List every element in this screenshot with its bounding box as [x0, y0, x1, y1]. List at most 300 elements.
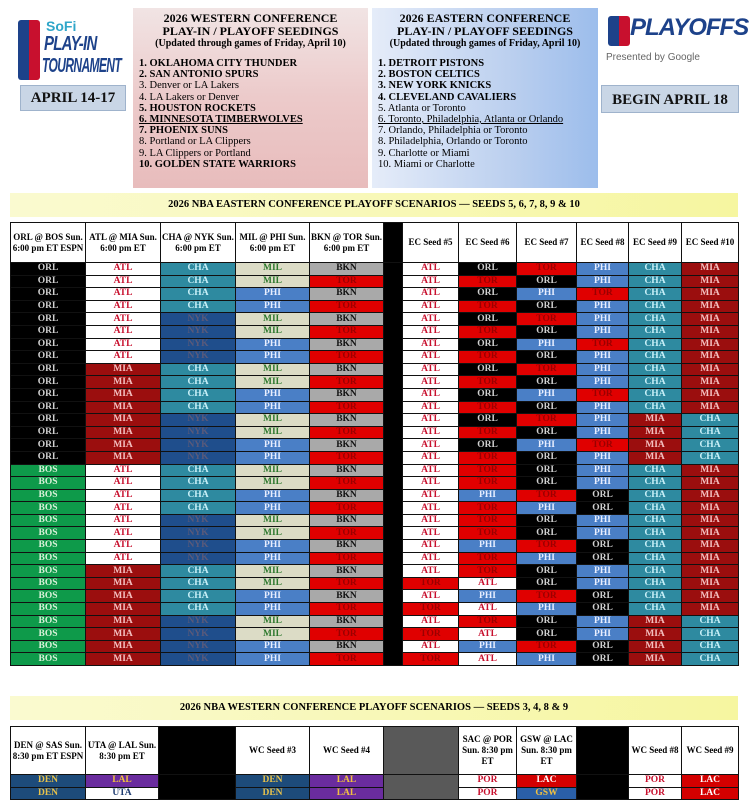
team-cell: MIA [629, 640, 682, 653]
team-cell: TOR [577, 288, 629, 301]
team-cell: ORL [11, 376, 86, 389]
team-cell: MIL [236, 565, 310, 578]
team-cell: NYK [161, 351, 236, 364]
team-cell: BKN [310, 338, 384, 351]
team-cell: PHI [577, 401, 629, 414]
team-cell: ORL [517, 376, 577, 389]
team-cell: MIA [86, 414, 161, 427]
team-cell: NYK [161, 325, 236, 338]
seeding-item: 9. Charlotte or Miami [378, 147, 470, 159]
team-cell: PHI [577, 451, 629, 464]
team-cell: CHA [161, 275, 236, 288]
team-cell: ATL [403, 401, 459, 414]
scenario-row [11, 325, 739, 338]
column-header: DEN @ SAS Sun. 8:30 pm ET ESPN [11, 727, 86, 775]
team-cell: ORL [11, 414, 86, 427]
team-cell: ORL [459, 388, 517, 401]
seeding-item: 5. Atlanta or Toronto [378, 102, 466, 114]
team-cell: ORL [517, 477, 577, 490]
scenario-row [11, 338, 739, 351]
team-cell: PHI [236, 552, 310, 565]
seeding-item: 8. Portland or LA Clippers [139, 136, 251, 148]
team-cell: MIL [236, 514, 310, 527]
team-cell: BOS [11, 552, 86, 565]
play-in-dates: APRIL 14-17 [20, 85, 126, 111]
team-cell: ATL [86, 502, 161, 515]
scenario-row [11, 615, 739, 628]
team-cell: PHI [577, 565, 629, 578]
playoffs-presenter: Presented by Google [606, 52, 700, 63]
team-cell: PHI [577, 615, 629, 628]
team-cell: ORL [11, 300, 86, 313]
scenario-row [11, 275, 739, 288]
team-cell: TOR [459, 376, 517, 389]
team-cell: ORL [517, 628, 577, 641]
team-cell: NYK [161, 514, 236, 527]
team-cell: ATL [86, 514, 161, 527]
team-cell: MIA [682, 338, 739, 351]
team-cell: CHA [629, 313, 682, 326]
spacer-column [384, 223, 403, 263]
team-cell: TOR [517, 414, 577, 427]
team-cell: ORL [517, 577, 577, 590]
team-cell: MIA [682, 577, 739, 590]
seeding-item: 6. Toronto, Philadelphia, Atlanta or Orlando [378, 114, 564, 126]
team-cell: TOR [517, 263, 577, 276]
scenario-row [11, 263, 739, 276]
team-cell: PHI [517, 502, 577, 515]
team-cell: MIA [629, 439, 682, 452]
team-cell: PHI [577, 514, 629, 527]
team-cell: ORL [517, 275, 577, 288]
team-cell: CHA [629, 275, 682, 288]
team-cell: CHA [161, 577, 236, 590]
team-cell: MIL [236, 527, 310, 540]
team-cell: ATL [86, 325, 161, 338]
team-cell: CHA [682, 451, 739, 464]
team-cell: BOS [11, 540, 86, 553]
team-cell: TOR [310, 275, 384, 288]
team-cell: ATL [86, 527, 161, 540]
team-cell: TOR [310, 426, 384, 439]
team-cell: TOR [310, 401, 384, 414]
team-cell: MIL [236, 464, 310, 477]
team-cell: TOR [517, 489, 577, 502]
team-cell: MIA [86, 401, 161, 414]
team-cell: ORL [11, 325, 86, 338]
team-cell: ATL [403, 565, 459, 578]
team-cell: PHI [517, 288, 577, 301]
team-cell: TOR [310, 653, 384, 666]
team-cell: BOS [11, 502, 86, 515]
scenario-row [11, 464, 739, 477]
team-cell: CHA [629, 288, 682, 301]
team-cell: MIL [236, 263, 310, 276]
team-cell: ATL [86, 540, 161, 553]
team-cell: BKN [310, 388, 384, 401]
team-cell: ORL [11, 363, 86, 376]
column-header: WC Seed #8 [629, 727, 682, 775]
team-cell: PHI [577, 351, 629, 364]
team-cell: ORL [577, 489, 629, 502]
team-cell: PHI [236, 401, 310, 414]
team-cell: CHA [161, 363, 236, 376]
team-cell: ATL [459, 628, 517, 641]
team-cell: CHA [161, 502, 236, 515]
team-cell: CHA [629, 388, 682, 401]
seeding-item: 2. BOSTON CELTICS [378, 69, 480, 81]
team-cell: MIA [682, 401, 739, 414]
team-cell: POR [629, 787, 682, 800]
team-cell: MIA [86, 426, 161, 439]
team-cell: ATL [403, 502, 459, 515]
team-cell: TOR [459, 351, 517, 364]
team-cell: ATL [459, 577, 517, 590]
seeding-item: 7. PHOENIX SUNS [139, 125, 228, 137]
team-cell: ATL [403, 540, 459, 553]
team-cell: CHA [629, 325, 682, 338]
team-cell: MIL [236, 426, 310, 439]
play-in-title: PLAY-IN [44, 33, 97, 55]
team-cell: ORL [517, 615, 577, 628]
team-cell: NYK [161, 439, 236, 452]
team-cell: MIA [86, 603, 161, 616]
column-header: WC Seed #4 [310, 727, 384, 775]
team-cell: PHI [517, 338, 577, 351]
column-header: UTA @ LAL Sun. 8:30 pm ET [86, 727, 159, 775]
seeding-item: 3. NEW YORK KNICKS [378, 80, 492, 92]
team-cell: PHI [459, 489, 517, 502]
scenario-row [11, 489, 739, 502]
team-cell: CHA [629, 401, 682, 414]
scenario-row [11, 439, 739, 452]
team-cell: ORL [11, 351, 86, 364]
team-cell: TOR [459, 502, 517, 515]
team-cell: ATL [403, 414, 459, 427]
team-cell: PHI [577, 464, 629, 477]
column-header: CHA @ NYK Sun. 6:00 pm ET [161, 223, 236, 263]
team-cell: BOS [11, 464, 86, 477]
team-cell: PHI [517, 653, 577, 666]
team-cell: PHI [236, 502, 310, 515]
team-cell: TOR [310, 552, 384, 565]
team-cell: MIA [682, 527, 739, 540]
team-cell: LAC [682, 775, 739, 788]
team-cell: TOR [310, 502, 384, 515]
team-cell: MIA [86, 376, 161, 389]
seeding-item: 10. GOLDEN STATE WARRIORS [139, 158, 296, 170]
team-cell: MIA [629, 653, 682, 666]
west-seedings-panel [133, 8, 368, 188]
team-cell: BKN [310, 565, 384, 578]
team-cell: MIA [682, 477, 739, 490]
team-cell: CHA [629, 565, 682, 578]
team-cell: PHI [236, 540, 310, 553]
east-seedings-updated: (Updated through games of Friday, April 10) [389, 38, 581, 49]
team-cell: MIA [629, 628, 682, 641]
team-cell: TOR [459, 426, 517, 439]
team-cell: TOR [403, 628, 459, 641]
team-cell: CHA [629, 540, 682, 553]
scenario-row [11, 552, 739, 565]
team-cell: CHA [682, 653, 739, 666]
team-cell: CHA [161, 565, 236, 578]
nba-logo-icon [18, 20, 40, 80]
team-cell: MIA [86, 615, 161, 628]
team-cell: CHA [629, 477, 682, 490]
column-header: EC Seed #7 [517, 223, 577, 263]
team-cell: ORL [11, 426, 86, 439]
team-cell: MIL [236, 628, 310, 641]
team-cell: CHA [629, 338, 682, 351]
seeding-item: 10. Miami or Charlotte [378, 158, 475, 170]
column-header: EC Seed #5 [403, 223, 459, 263]
team-cell: ATL [86, 477, 161, 490]
team-cell: BOS [11, 477, 86, 490]
team-cell: NYK [161, 615, 236, 628]
team-cell: ATL [403, 527, 459, 540]
team-cell: ORL [517, 464, 577, 477]
scenario-row [11, 451, 739, 464]
scenario-row [11, 363, 739, 376]
seeding-item: 5. HOUSTON ROCKETS [139, 102, 256, 114]
team-cell: CHA [629, 300, 682, 313]
team-cell: ATL [403, 439, 459, 452]
team-cell: ATL [86, 263, 161, 276]
team-cell: TOR [517, 640, 577, 653]
team-cell: TOR [517, 590, 577, 603]
team-cell: ORL [11, 451, 86, 464]
play-in-title: TOURNAMENT [42, 55, 122, 77]
team-cell: TOR [310, 451, 384, 464]
team-cell: NYK [161, 338, 236, 351]
team-cell: PHI [577, 263, 629, 276]
team-cell: ORL [517, 514, 577, 527]
column-header: BKN @ TOR Sun. 6:00 pm ET [310, 223, 384, 263]
east-seedings-title: 2026 EASTERN CONFERENCE [399, 11, 571, 25]
team-cell: TOR [459, 514, 517, 527]
column-header: MIL @ PHI Sun. 6:00 pm ET [236, 223, 310, 263]
team-cell: PHI [517, 603, 577, 616]
team-cell: PHI [236, 640, 310, 653]
team-cell: CHA [629, 502, 682, 515]
team-cell: ATL [403, 426, 459, 439]
team-cell: MIA [682, 351, 739, 364]
team-cell: PHI [236, 288, 310, 301]
team-cell: PHI [236, 489, 310, 502]
team-cell: BOS [11, 615, 86, 628]
team-cell: NYK [161, 640, 236, 653]
team-cell: TOR [459, 464, 517, 477]
team-cell: CHA [629, 363, 682, 376]
team-cell: ORL [577, 552, 629, 565]
team-cell: ATL [403, 464, 459, 477]
team-cell: CHA [629, 590, 682, 603]
team-cell: TOR [310, 325, 384, 338]
spacer-cell [159, 775, 236, 800]
team-cell: TOR [459, 401, 517, 414]
team-cell: CHA [161, 300, 236, 313]
team-cell: MIA [86, 590, 161, 603]
team-cell: CHA [629, 527, 682, 540]
team-cell: MIA [629, 615, 682, 628]
team-cell: MIA [682, 263, 739, 276]
team-cell: MIL [236, 477, 310, 490]
team-cell: MIA [682, 300, 739, 313]
team-cell: CHA [161, 590, 236, 603]
team-cell: MIA [86, 363, 161, 376]
scenario-row [11, 565, 739, 578]
team-cell: ORL [11, 288, 86, 301]
team-cell: PHI [577, 300, 629, 313]
team-cell: MIA [86, 565, 161, 578]
team-cell: PHI [459, 590, 517, 603]
team-cell: POR [459, 787, 517, 800]
scenario-row [11, 590, 739, 603]
east-scenarios-title: 2026 NBA EASTERN CONFERENCE PLAYOFF SCENARIOS — SEEDS 5, 6, 7, 8, 9 & 10 [10, 193, 738, 217]
scenario-row [11, 787, 739, 800]
east-seedings-subtitle: PLAY-IN / PLAYOFF SEEDINGS [397, 24, 573, 38]
scenario-row [11, 477, 739, 490]
team-cell: ATL [403, 300, 459, 313]
west-seedings-subtitle: PLAY-IN / PLAYOFF SEEDINGS [162, 24, 339, 38]
team-cell: PHI [517, 552, 577, 565]
team-cell: BOS [11, 527, 86, 540]
seeding-item: 2. SAN ANTONIO SPURS [139, 69, 259, 81]
team-cell: ATL [459, 603, 517, 616]
team-cell: MIL [236, 363, 310, 376]
team-cell: MIA [86, 439, 161, 452]
scenario-row [11, 653, 739, 666]
seeding-item: 4. CLEVELAND CAVALIERS [378, 91, 517, 103]
team-cell: TOR [310, 577, 384, 590]
column-header: EC Seed #9 [629, 223, 682, 263]
team-cell: PHI [236, 603, 310, 616]
team-cell: NYK [161, 552, 236, 565]
team-cell: MIA [682, 552, 739, 565]
scenario-row [11, 514, 739, 527]
team-cell: CHA [682, 640, 739, 653]
team-cell: ORL [11, 263, 86, 276]
team-cell: NYK [161, 426, 236, 439]
west-scenarios-table [10, 726, 739, 800]
team-cell: ORL [517, 300, 577, 313]
team-cell: ORL [459, 363, 517, 376]
team-cell: POR [629, 775, 682, 788]
team-cell: MIL [236, 313, 310, 326]
team-cell: BKN [310, 540, 384, 553]
team-cell: PHI [577, 325, 629, 338]
seeding-item: 6. MINNESOTA TIMBERWOLVES [139, 114, 303, 126]
team-cell: PHI [236, 351, 310, 364]
scenario-row [11, 401, 739, 414]
team-cell: PHI [517, 439, 577, 452]
team-cell: MIA [86, 653, 161, 666]
seeding-item: 1. DETROIT PISTONS [378, 58, 485, 69]
team-cell: MIA [682, 565, 739, 578]
team-cell: POR [459, 775, 517, 788]
seeding-item: 3. Denver or LA Lakers [139, 80, 240, 92]
team-cell: ORL [577, 590, 629, 603]
team-cell: ORL [517, 451, 577, 464]
team-cell: CHA [161, 603, 236, 616]
team-cell: ORL [577, 653, 629, 666]
team-cell: CHA [629, 263, 682, 276]
team-cell: ORL [11, 313, 86, 326]
team-cell: MIA [86, 577, 161, 590]
team-cell: PHI [236, 439, 310, 452]
team-cell: TOR [459, 565, 517, 578]
scenario-row [11, 313, 739, 326]
team-cell: BOS [11, 603, 86, 616]
team-cell: TOR [517, 540, 577, 553]
team-cell: CHA [161, 263, 236, 276]
team-cell: ORL [517, 325, 577, 338]
team-cell: ATL [403, 325, 459, 338]
team-cell: MIA [682, 376, 739, 389]
team-cell: MIL [236, 275, 310, 288]
team-cell: ATL [403, 363, 459, 376]
team-cell: PHI [577, 363, 629, 376]
team-cell: MIA [629, 414, 682, 427]
column-header: ATL @ MIA Sun. 6:00 pm ET [86, 223, 161, 263]
team-cell: TOR [459, 527, 517, 540]
team-cell: CHA [629, 376, 682, 389]
team-cell: ATL [403, 388, 459, 401]
team-cell: CHA [161, 376, 236, 389]
scenario-row [11, 388, 739, 401]
team-cell: CHA [682, 615, 739, 628]
team-cell: PHI [517, 388, 577, 401]
team-cell: ATL [403, 640, 459, 653]
team-cell: MIA [86, 388, 161, 401]
team-cell: ATL [86, 288, 161, 301]
team-cell: TOR [459, 325, 517, 338]
team-cell: BKN [310, 590, 384, 603]
column-header: EC Seed #10 [682, 223, 739, 263]
team-cell: CHA [629, 552, 682, 565]
team-cell: ATL [86, 313, 161, 326]
team-cell: ORL [459, 288, 517, 301]
team-cell: PHI [577, 275, 629, 288]
spacer-column [577, 727, 629, 775]
team-cell: ORL [577, 640, 629, 653]
team-cell: CHA [682, 628, 739, 641]
playoffs-title: PLAYOFFS [630, 14, 749, 41]
team-cell: TOR [517, 313, 577, 326]
team-cell: MIA [682, 325, 739, 338]
team-cell: BOS [11, 565, 86, 578]
scenario-row [11, 502, 739, 515]
scenario-row [11, 540, 739, 553]
team-cell: TOR [459, 477, 517, 490]
team-cell: PHI [236, 338, 310, 351]
team-cell: BOS [11, 628, 86, 641]
team-cell: NYK [161, 628, 236, 641]
playoffs-dates: BEGIN APRIL 18 [601, 85, 739, 113]
spacer-cell [384, 263, 403, 666]
team-cell: ORL [459, 439, 517, 452]
team-cell: ATL [86, 464, 161, 477]
team-cell: PHI [236, 300, 310, 313]
scenario-row [11, 426, 739, 439]
team-cell: PHI [577, 477, 629, 490]
team-cell: MIA [682, 603, 739, 616]
team-cell: ORL [517, 351, 577, 364]
team-cell: CHA [161, 288, 236, 301]
team-cell: TOR [310, 527, 384, 540]
team-cell: PHI [577, 426, 629, 439]
